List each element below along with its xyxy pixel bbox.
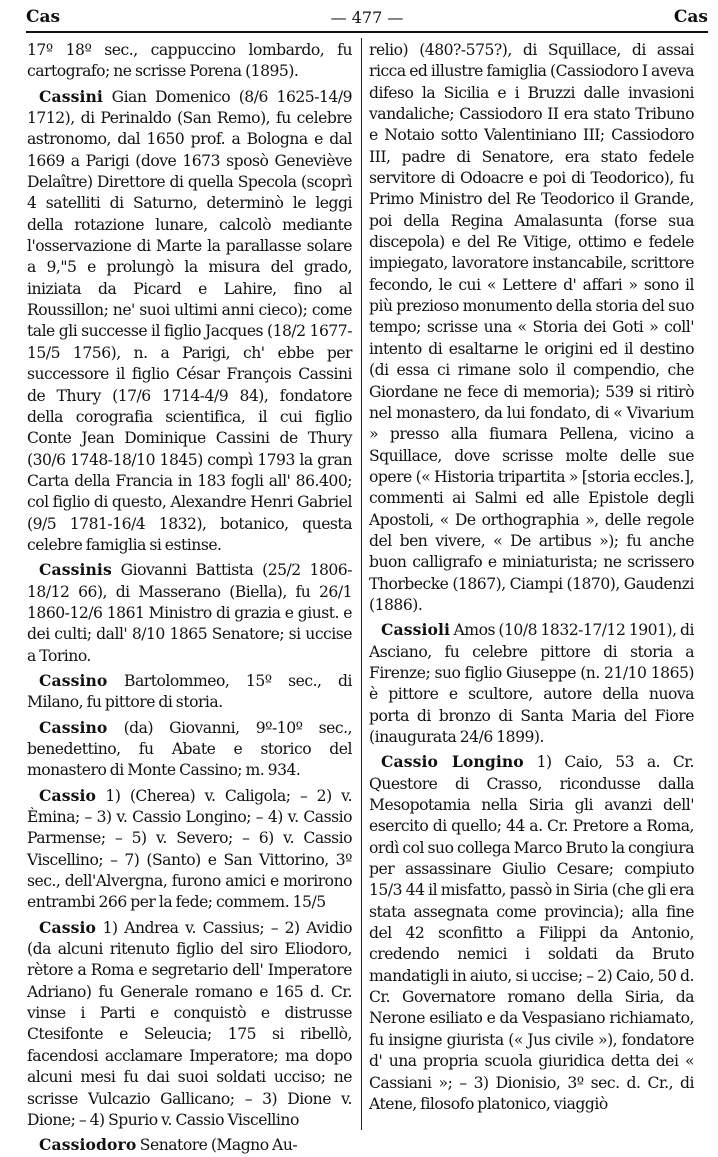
page-number: — 477 — [330,7,404,27]
entry-text: 1) Caio, 53 a. Cr. Questore di Crasso, ricondusse dalla Mesopotamia nella Siria gli avanzi dell' esercito di quello; 44 a. Cr. Pretore a Roma, ordì col suo collega Marco Bruto la congiura per assassinare Giulio Cesare; compiuto 15/3 44 il misfatto, passò in Siria (che gli era stata assegnata come provincia); alla fine del 42 sconfitto a Filippi da Antonio, credendo nemici i soldati da Bruto mandatigli in aiuto, si uccise; – 2) Caio, 50 d. Cr. Governatore romano della Siria, da Nerone esiliato e da Vespasiano richiamato, fu insigne giurista (« Jus civile »), fondatore d' una propria scuola giuridica detta dei « Cassiani »; – 3) Dionisio, 3º sec. d. Cr., di Atene, filosofo platonico, viaggiò [369,753,694,1113]
entry [27,785,352,914]
entry-headword: Cassio [39,917,96,937]
entry [27,670,352,714]
entry-text: Gian Domenico (8/6 1625-14/9 1712), di Perinaldo (San Remo), fu celebre astronomo, dal 1650 prof. a Bologna e dal 1669 a Parigi (dove 1673 sposò Geneviève Delaître) Direttore di quella Specola (scoprì 4 satelliti di Saturno, determinò le leggi della rotazione lunare, calcolò mediante l'osservazione di Marte la parallasse solare a 9,"5 e prolungò la misura del grado, iniziata da Picard e Lahire, fino al Roussillon; ne' suoi ultimi anni cieco); come tale gli successe il figlio Jacques (18/2 1677-15/5 1756), n. a Parigi, ch' ebbe per successore il figlio César François Cassini de Thury (17/6 1714-4/9 84), fondatore della corografia scientifica, il cui figlio Conte Jean Dominique Cassini de Thury (30/6 1748-18/10 1845) compì 1793 la gran Carta della Francia in 183 fogli all' 86.400; col figlio di questo, Alexandre Henri Gabriel (9/5 1781-16/4 1832), botanico, questa celebre famiglia si estinse. [27,87,352,554]
entry-text: 17º 18º sec., cappuccino lombardo, fu cartografo; ne scrisse Porena (1895). [27,41,352,81]
entry-text: (da) Giovanni, 9º-10º sec., benedettino, fu Abate e storico del monastero di Monte Cassino; m. 934. [27,718,352,780]
entry-text: 1) Andrea v. Cassius; – 2) Avidio (da alcuni ritenuto figlio del siro Eliodoro, rètore a Roma e segretario dell' Imperatore Adriano) fu Generale romano e 165 d. Cr. vinse i Parti e conquistò e distrusse Ctesifonte e Seleucia; 175 si ribellò, facendosi acclamare Imperatore; ma dopo alcuni mesi fu dai suoi soldati ucciso; ne scrisse Vulcazio Gallicano; – 3) Dione v. Dione; – 4) Spurio v. Cassio Viscellino [27,918,352,1129]
header-left-guideword: Cas [26,7,61,27]
right-column [369,40,694,1125]
entry [369,619,694,748]
entry-text: Amos (10/8 1832-17/12 1901), di Asciano, fu celebre pittore di storia a Firenze; suo figlio Giuseppe (n. 21/10 1865) è pittore e scultore, autore della nuova porta di bronzo di Santa Maria del Fiore (inaugurata 24/6 1899). [369,621,694,746]
entry-text: Giovanni Battista (25/2 1806-18/12 66), di Masserano (Biella), fu 26/1 1860-12/6 1861 Ministro di grazia e giust. e dei culti; dall' 8/10 1865 Senatore; si uccise a Torino. [27,561,352,665]
header-right-guideword: Cas [673,7,708,27]
entry [27,86,352,557]
column-separator [361,38,362,1130]
entry [369,751,694,1115]
entry-headword: Cassinis [39,560,112,580]
entry [27,717,352,782]
entry-headword: Cassio [39,785,96,805]
entry [27,559,352,667]
header-rule [26,31,708,33]
entry-text: Bartolommeo, 15º sec., di Milano, fu pittore di storia. [27,671,352,712]
entry-headword: Cassino [39,670,108,690]
entry-headword: Cassiodoro [39,1135,137,1155]
running-head [26,4,708,30]
entry [27,917,352,1131]
entry [27,1134,352,1156]
left-column [27,40,352,1155]
entry [369,40,694,616]
entry-headword: Cassino [39,717,108,737]
entry-headword: Cassini [39,86,103,106]
entry-text: 1) (Cherea) v. Caligola; – 2) v. Èmina; – 3) v. Cassio Longino; – 4) v. Cassio Parmense; – 5) v. Severo; – 6) v. Cassio Viscellino; – 7) (Santo) e San Vittorino, 3º sec., dell'Alvergna, furono amici e morirono entrambi 266 per la fede; commem. 15/5 [27,786,352,912]
entry-text: Senatore (Magno Au- [139,1136,298,1155]
entry-headword: Cassio Longino [381,752,524,772]
entry [27,40,352,83]
entry-headword: Cassioli [381,620,451,640]
entry-text: relio) (480?-575?), di Squillace, di assai ricca ed illustre famiglia (Cassiodoro I aveva difeso la Sicilia e i Bruzzi dalle invasioni vandaliche; Cassiodoro II era stato Tribuno e Notaio sotto Valentiniano III; Cassiodoro III, padre di Senatore, era stato fedele servitore di Odoacre e poi di Teodorico), fu Primo Ministro del Re Teodorico il Grande, poi della Regina Amalasunta (forse sua discepola) e del Re Vitige, ottimo e fedele impiegato, lavoratore instancabile, scrittore fecondo, le cui « Lettere d' affari » sono il più prezioso monumento della storia del suo tempo; scrisse una « Storia dei Goti » coll' intento di esaltarne le origini ed il destino (di essa ci rimane solo il compendio, che Giordane ne fece di memoria); 539 si ritirò nel monastero, da lui fondato, di « Vivarium » presso alla fiumara Pellena, vicino a Squillace, dove scrisse molte delle sue opere (« Historia tripartita » [storia eccles.], commenti ai Salmi ed alle Epistole degli Apostoli, « De orthographia », delle regole del ben vivere, « De artibus »); fu anche buon calligrafo e miniaturista; ne scrissero Thorbecke (1867), Ciampi (1870), Gaudenzi (1886). [369,41,694,614]
